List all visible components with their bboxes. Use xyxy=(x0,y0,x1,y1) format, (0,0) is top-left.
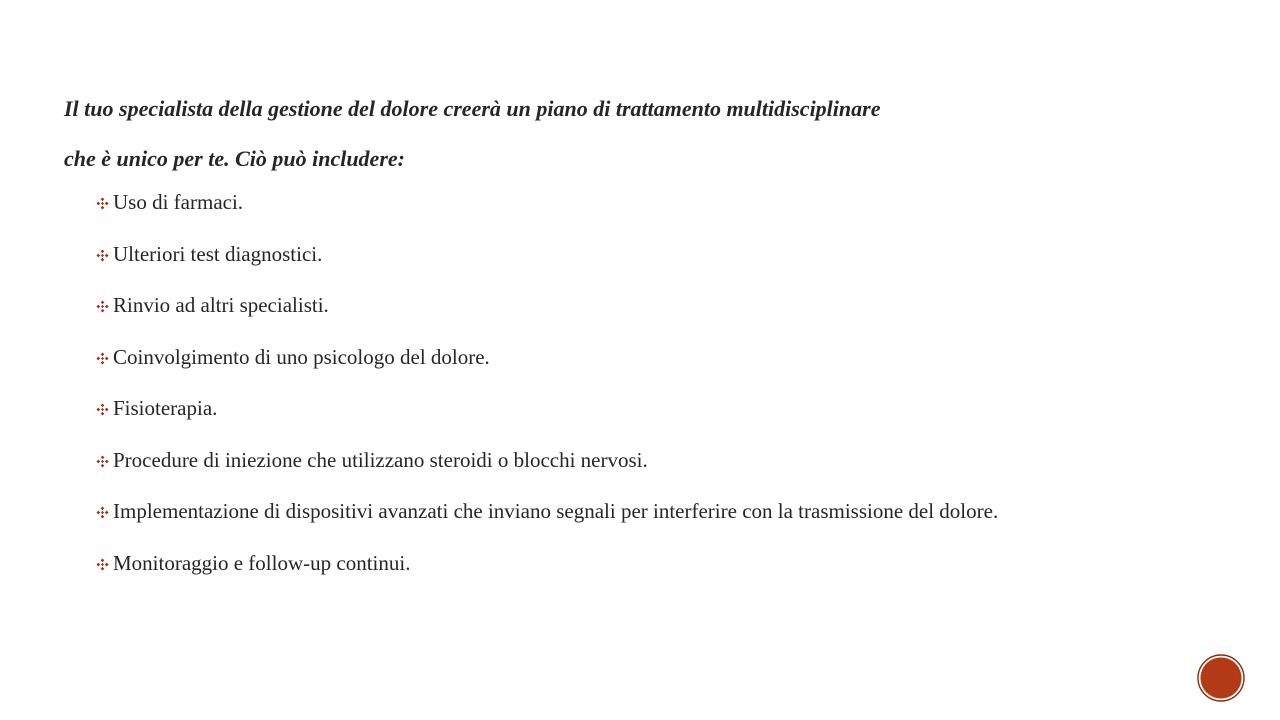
bullet-text: Uso di farmaci. xyxy=(113,190,244,214)
bullet-item-farmaci xyxy=(96,181,1206,224)
bullet-text: Monitoraggio e follow-up continui. xyxy=(113,550,411,575)
bullet-item-rinvio xyxy=(96,284,1206,327)
diamond-bullet-icon xyxy=(96,506,109,519)
bullet-item-test-diagnostici xyxy=(96,233,1206,276)
diamond-bullet-icon xyxy=(96,558,109,571)
diamond-bullet-icon xyxy=(96,300,109,313)
bullet-item-iniezione xyxy=(96,439,1206,482)
bullet-text: Ulteriori test diagnostici. xyxy=(113,241,323,266)
decorative-circle-icon xyxy=(1197,654,1245,702)
bullet-text: Fisioterapia. xyxy=(113,396,218,420)
diamond-bullet-icon xyxy=(96,197,109,210)
intro-paragraph xyxy=(64,84,1234,184)
diamond-bullet-icon xyxy=(96,455,109,468)
bullet-text: Procedure di iniezione che utilizzano steroidi o blocchi nervosi. xyxy=(113,447,648,472)
bullet-item-psicologo xyxy=(96,336,1206,379)
bullet-item-fisioterapia xyxy=(96,387,1206,430)
intro-line-2: che è unico per te. Ciò può includere: xyxy=(64,146,405,171)
diamond-bullet-icon xyxy=(96,352,109,365)
bullet-text: Coinvolgimento di uno psicologo del dolore. xyxy=(113,344,490,369)
bullet-text: Implementazione di dispositivi avanzati che inviano segnali per interferire con la trasmissione del dolore. xyxy=(113,499,999,523)
intro-line-1: Il tuo specialista della gestione del dolore creerà un piano di trattamento multidisciplinare xyxy=(64,96,881,121)
diamond-bullet-icon xyxy=(96,249,109,262)
bullet-list xyxy=(96,181,1206,593)
bullet-item-dispositivi xyxy=(96,490,1206,533)
diamond-bullet-icon xyxy=(96,403,109,416)
bullet-item-monitoraggio xyxy=(96,542,1206,585)
bullet-text: Rinvio ad altri specialisti. xyxy=(113,293,329,317)
